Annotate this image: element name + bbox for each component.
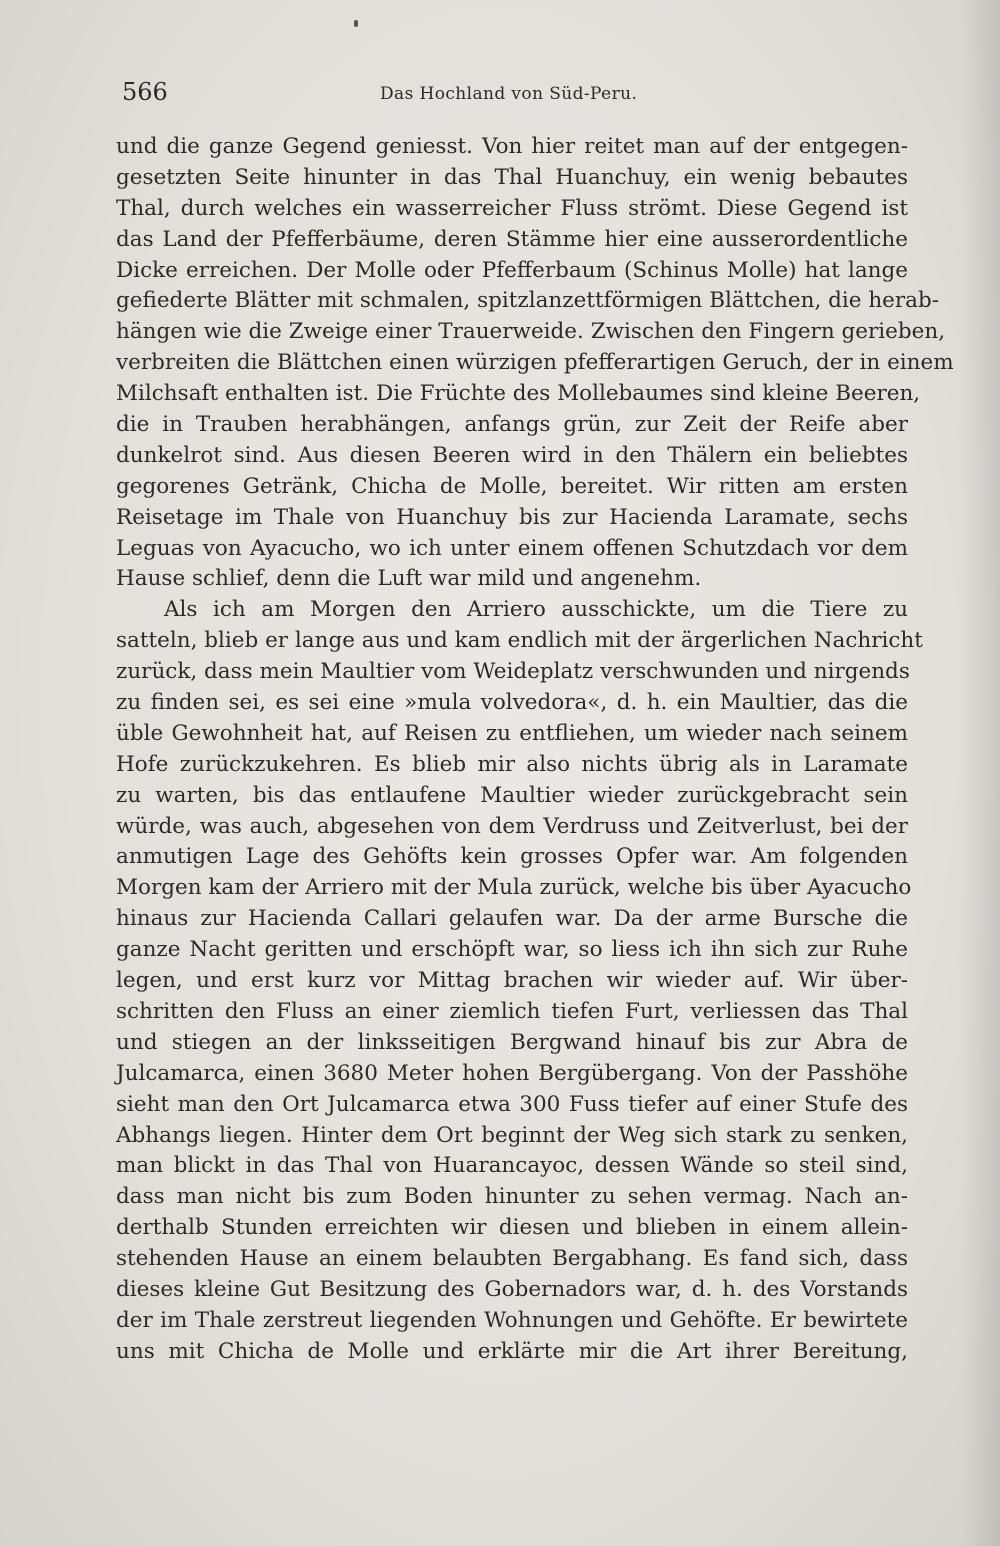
text-line: zu finden sei, es sei eine »mula volvedora«, d. h. ein Maultier, das die [116,690,908,716]
text-line: dieses kleine Gut Besitzung des Gobernadors war, d. h. des Vorstands [116,1276,908,1302]
text-line: Morgen kam der Arriero mit der Mula zurück, welche bis über Ayacucho [116,875,912,901]
text-line: man blickt in das Thal von Huarancayoc, dessen Wände so steil sind, [116,1153,908,1179]
text-line: zurück, dass mein Maultier vom Weideplatz verschwunden und nirgends [116,659,910,685]
text-line: gesetzten Seite hinunter in das Thal Huanchuy, ein wenig bebautes [116,164,908,190]
text-line: derthalb Stunden erreichten wir diesen und blieben in einem allein- [116,1215,908,1241]
text-line: gegorenes Getränk, Chicha de Molle, bereitet. Wir ritten am ersten [116,473,908,499]
paragraph-end-line: Hause schlief, denn die Luft war mild und angenehm. [116,566,702,592]
text-line: das Land der Pfefferbäume, deren Stämme hier eine ausserordentliche [116,226,908,252]
page-header [122,74,662,114]
text-line: uns mit Chicha de Molle und erklärte mir die Art ihrer Bereitung, [116,1338,908,1364]
text-line: sieht man den Ort Julcamarca etwa 300 Fuss tiefer auf einer Stufe des [116,1091,908,1117]
page-number: 566 [122,78,168,106]
text-line: würde, was auch, abgesehen von dem Verdruss und Zeitverlust, bei der [116,813,908,839]
text-line: verbreiten die Blättchen einen würzigen pfefferartigen Geruch, der in einem [116,350,954,376]
text-line: dunkelrot sind. Aus diesen Beeren wird in den Thälern ein beliebtes [116,442,908,468]
text-line: dass man nicht bis zum Boden hinunter zu sehen vermag. Nach an- [116,1184,908,1210]
text-line: und stiegen an der linksseitigen Bergwand hinauf bis zur Abra de [116,1029,908,1055]
running-title: Das Hochland von Süd-Peru. [380,84,638,104]
text-line: Dicke erreichen. Der Molle oder Pfefferbaum (Schinus Molle) hat lange [116,257,908,283]
text-line: Reisetage im Thale von Huanchuy bis zur Hacienda Laramate, sechs [116,504,908,530]
text-line: Abhangs liegen. Hinter dem Ort beginnt der Weg sich stark zu senken, [116,1122,908,1148]
text-line: Thal, durch welches ein wasserreicher Fluss strömt. Diese Gegend ist [116,195,908,221]
text-line: satteln, blieb er lange aus und kam endlich mit der ärgerlichen Nachricht [116,628,923,654]
text-line: ganze Nacht geritten und erschöpft war, so liess ich ihn sich zur Ruhe [116,937,908,963]
text-line: zu warten, bis das entlaufene Maultier wieder zurückgebracht sein [116,782,908,808]
paragraph-start-line: Als ich am Morgen den Arriero ausschickte, um die Tiere zu [164,597,908,623]
text-line: schritten den Fluss an einer ziemlich tiefen Furt, verliessen das Thal [116,998,908,1024]
text-line: legen, und erst kurz vor Mittag brachen wir wieder auf. Wir über- [116,968,908,994]
text-line: die in Trauben herabhängen, anfangs grün, zur Zeit der Reife aber [116,412,908,438]
binding-shadow [960,0,1000,1546]
text-line: stehenden Hause an einem belaubten Bergabhang. Es fand sich, dass [116,1246,908,1272]
text-line: hängen wie die Zweige einer Trauerweide. Zwischen den Fingern gerieben, [116,319,946,345]
text-line: anmutigen Lage des Gehöfts kein grosses Opfer war. Am folgenden [116,844,908,870]
text-line: üble Gewohnheit hat, auf Reisen zu entfliehen, um wieder nach seinem [116,720,908,746]
text-line: und die ganze Gegend geniesst. Von hier reitet man auf der entgegen- [116,134,908,159]
text-line: gefiederte Blätter mit schmalen, spitzlanzettförmigen Blättchen, die herab- [116,288,940,314]
body-text [116,132,954,1368]
text-line: Hofe zurückzukehren. Es blieb mir also nichts übrig als in Laramate [116,751,908,777]
text-line: Milchsaft enthalten ist. Die Früchte des Mollebaumes sind kleine Beeren, [116,381,921,407]
ink-speck [354,20,358,27]
text-line: Leguas von Ayacucho, wo ich unter einem offenen Schutzdach vor dem [116,535,908,561]
text-line: der im Thale zerstreut liegenden Wohnungen und Gehöfte. Er bewirtete [116,1307,908,1333]
text-line: Julcamarca, einen 3680 Meter hohen Bergübergang. Von der Passhöhe [116,1060,908,1086]
text-line: hinaus zur Hacienda Callari gelaufen war. Da der arme Bursche die [116,906,908,932]
